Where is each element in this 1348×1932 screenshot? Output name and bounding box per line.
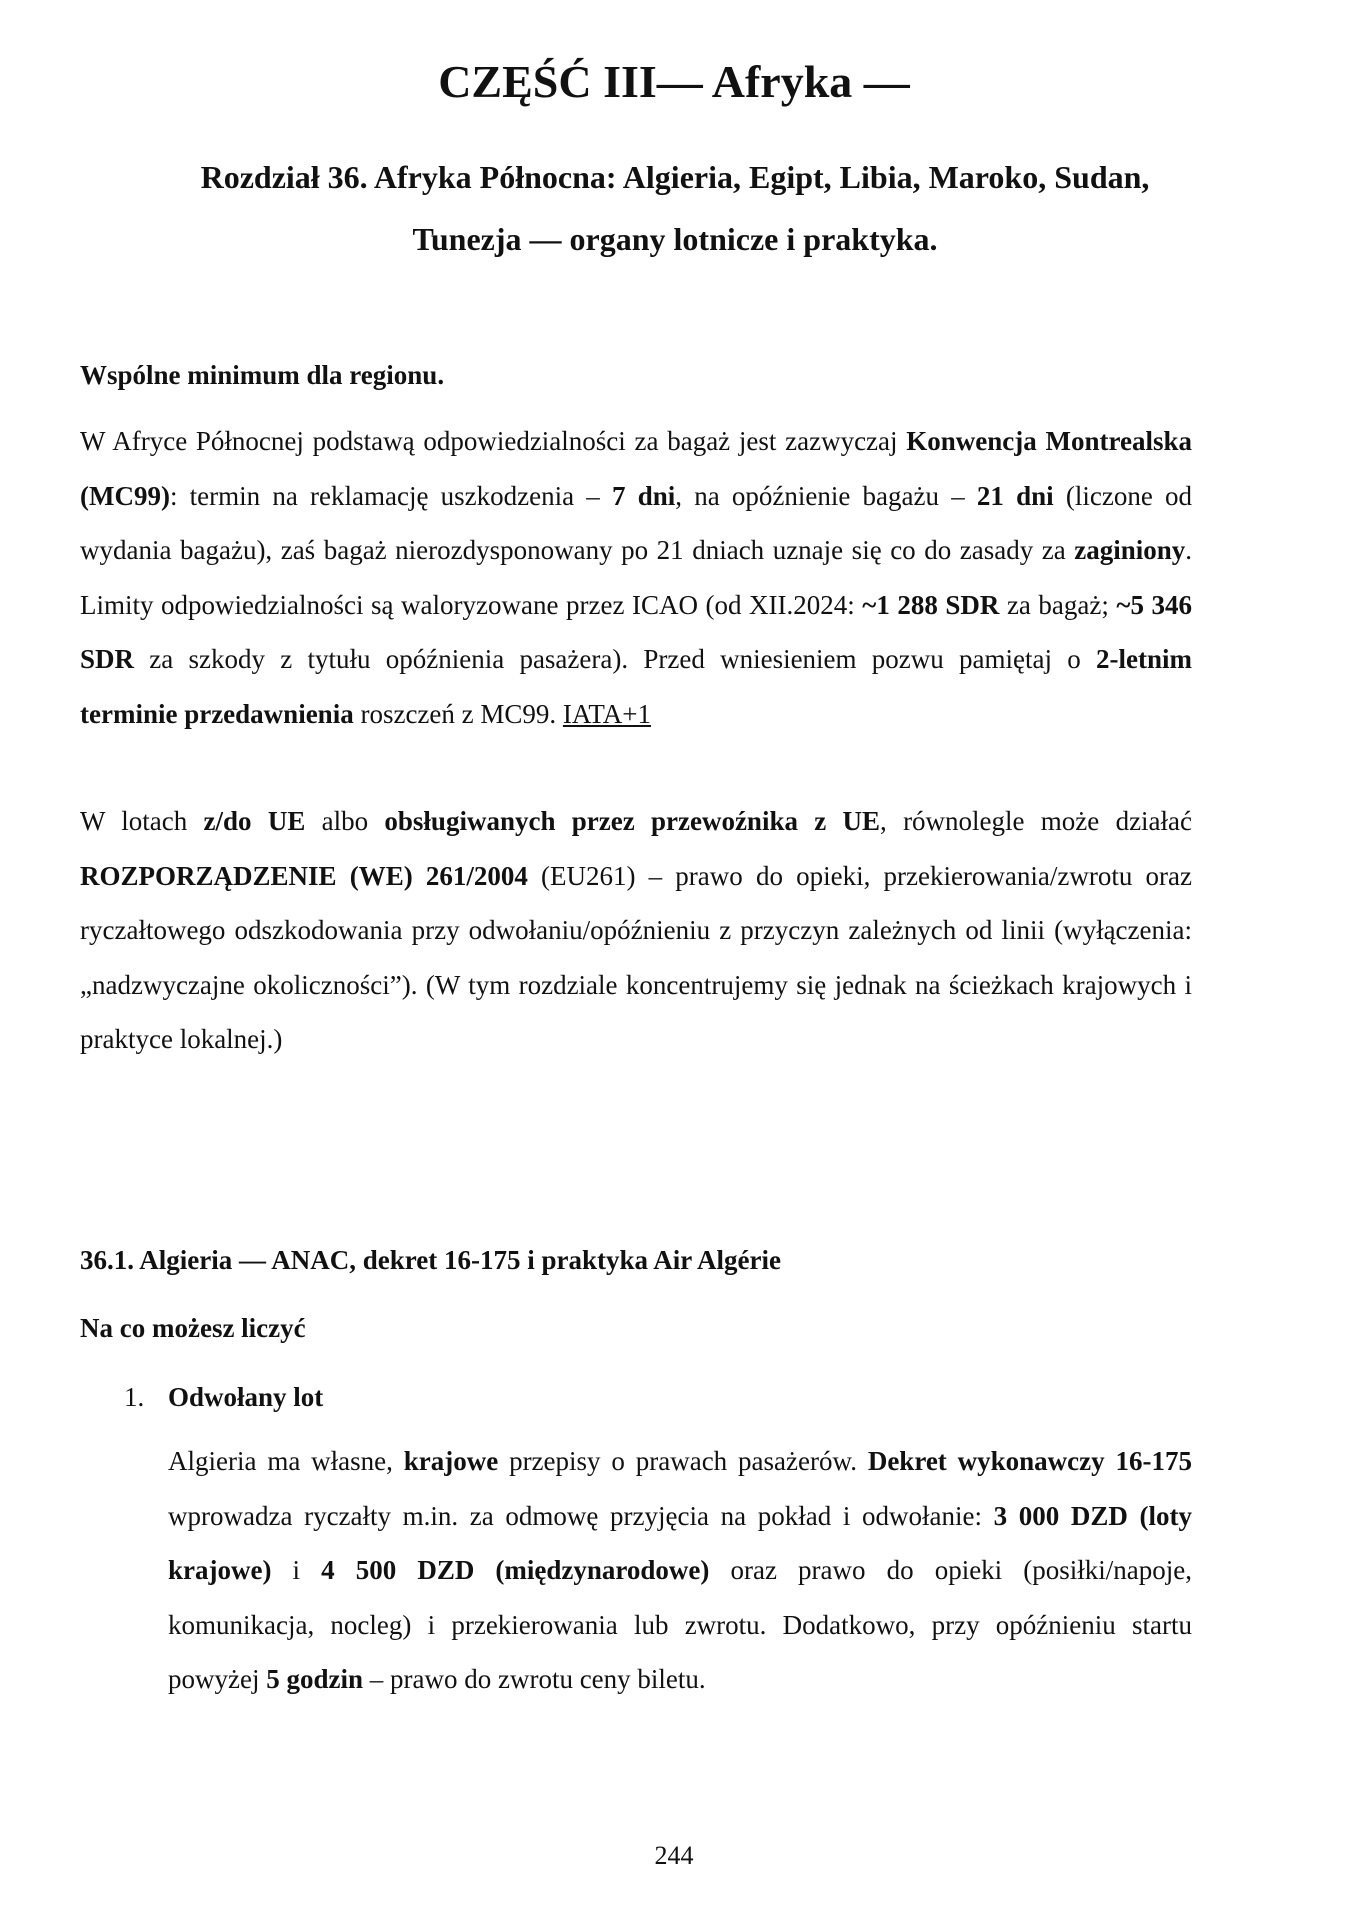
bold-text: z/do UE xyxy=(203,806,306,836)
section-heading-36-1: 36.1. Algieria — ANAC, dekret 16-175 i praktyka Air Algérie xyxy=(80,1245,781,1275)
text: za bagaż; xyxy=(999,589,1117,620)
bold-text: 5 godzin xyxy=(266,1664,363,1694)
text: wprowadza ryczałty m.in. za odmowę przyjęcia na pokład i odwołanie: xyxy=(168,1500,994,1531)
bold-text: ~1 288 SDR xyxy=(862,589,1000,620)
list-item-number: 1. xyxy=(124,1382,145,1412)
section-heading-common: Wspólne minimum dla regionu. xyxy=(80,360,445,390)
bold-text: Dekret wykonawczy 16-175 xyxy=(867,1446,1192,1476)
text: : termin na reklamację uszkodzenia – xyxy=(169,480,612,511)
bold-text: 21 dni xyxy=(976,480,1054,511)
bold-text: zaginiony xyxy=(1074,535,1186,565)
text: W Afryce Północnej podstawą odpowiedzialności za bagaż jest zazwyczaj xyxy=(80,426,907,456)
text: (EU261) – prawo do opieki, przekierowania/zwrotu oraz ryczałtowego odszkodowania przy odwołaniu/opóźnieniu z przyczyn zależnych od linii (wyłączenia: „nadzwyczajne okoliczności”). (W tym rozdziale koncentrujemy się jednak na ścieżkach krajowych i praktyce lokalnej.) xyxy=(80,860,1192,1054)
text: Algieria ma własne, xyxy=(168,1446,404,1476)
chapter-title-line-1: Rozdział 36. Afryka Północna: Algieria, Egipt, Libia, Maroko, Sudan, xyxy=(200,159,1150,195)
paragraph-eu261 xyxy=(80,794,1192,1067)
bold-text: 2-letnim terminie przedawnienia xyxy=(80,644,1192,729)
bold-text: 4 500 DZD (międzynarodowe) xyxy=(321,1555,710,1585)
text: przepisy o prawach pasażerów. xyxy=(498,1446,868,1476)
bold-text: krajowe xyxy=(403,1446,499,1476)
chapter-title-line-2: Tunezja — organy lotnicze i praktyka. xyxy=(412,221,938,257)
bold-text: 3 000 DZD (loty krajowe) xyxy=(168,1500,1192,1585)
page-number: 244 xyxy=(654,1841,694,1870)
list-item-title: Odwołany lot xyxy=(168,1382,324,1412)
text: , na opóźnienie bagażu – xyxy=(675,480,977,511)
bold-text: 7 dni xyxy=(612,480,676,511)
list-item-body xyxy=(168,1434,1192,1707)
bold-text: ~5 346 SDR xyxy=(80,589,1192,674)
text: W lotach xyxy=(80,806,204,836)
text: . Limity odpowiedzialności są waloryzowane przez ICAO (od XII.2024: xyxy=(80,535,1192,620)
text: , równolegle może działać xyxy=(880,806,1193,836)
text: albo xyxy=(305,806,385,836)
text: za szkody z tytułu opóźnienia pasażera). Przed wniesieniem pozwu pamiętaj o xyxy=(134,644,1097,674)
text: i xyxy=(271,1555,322,1585)
source-link-iata[interactable]: IATA+1 xyxy=(562,698,651,729)
chapter-title xyxy=(80,146,1270,270)
text: oraz prawo do opieki (posiłki/napoje, komunikacja, nocleg) i przekierowania lub zwrotu. Dodatkowo, przy opóźnieniu startu powyżej xyxy=(168,1555,1192,1694)
paragraph-baggage-liability xyxy=(80,414,1192,741)
subheading-what-to-expect: Na co możesz liczyć xyxy=(80,1313,306,1343)
text: roszczeń z MC99. xyxy=(353,698,563,729)
part-title: CZĘŚĆ III— Afryka — xyxy=(438,56,910,107)
text: – prawo do zwrotu ceny biletu. xyxy=(363,1664,706,1694)
bold-text: Konwencja Montrealska (MC99) xyxy=(80,426,1192,511)
bold-text: ROZPORZĄDZENIE (WE) 261/2004 xyxy=(80,860,528,891)
bold-text: obsługiwanych przez przewoźnika z UE xyxy=(384,806,881,836)
text: (liczone od wydania bagażu), zaś bagaż nierozdysponowany po 21 dniach uznaje się co do zasady za xyxy=(80,480,1193,565)
